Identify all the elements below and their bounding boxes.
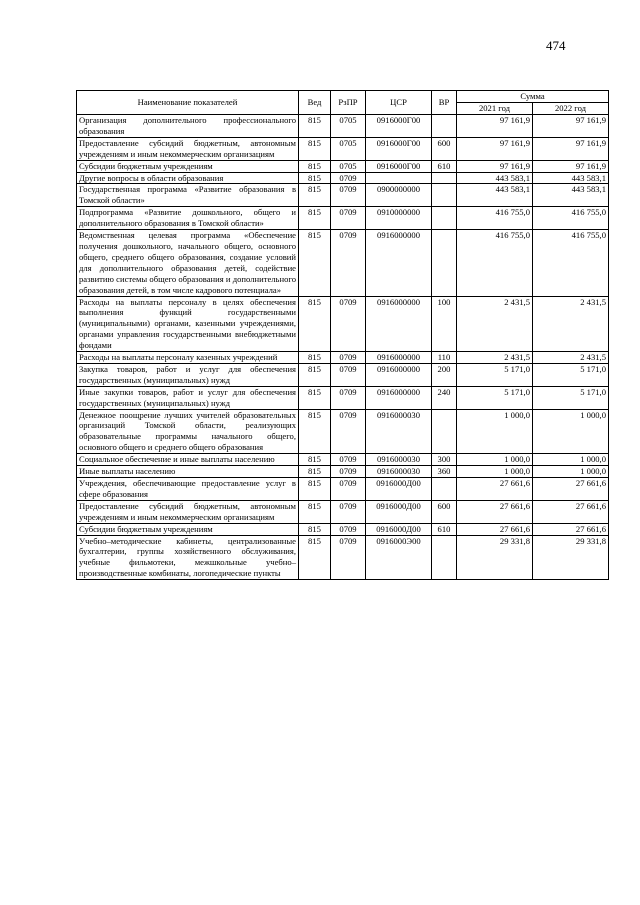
cell-vr: 100 <box>432 296 457 352</box>
cell-vr: 200 <box>432 363 457 386</box>
cell-2021: 2 431,5 <box>457 352 533 364</box>
cell-2022: 1 000,0 <box>533 454 609 466</box>
cell-rzpr: 0705 <box>331 115 366 138</box>
table-row <box>77 535 609 580</box>
cell-csr: 0916000Д00 <box>366 523 432 535</box>
cell-2022: 27 661,6 <box>533 500 609 523</box>
cell-2021: 5 171,0 <box>457 363 533 386</box>
cell-2021: 27 661,6 <box>457 500 533 523</box>
table-row <box>77 184 609 207</box>
cell-name: Ведомственная целевая программа «Обеспечение получения дошкольного, начального общего, основного общего, среднего общего образования, создание условий для дополнительного образования детей, содействие развитию системы общего образования и дополнительного образования детей, в том числе кадрового потенциала» <box>77 230 299 296</box>
header-name: Наименование показателей <box>77 91 299 115</box>
table-row <box>77 172 609 184</box>
cell-name: Организация дополнительного профессионального образования <box>77 115 299 138</box>
cell-name: Другие вопросы в области образования <box>77 172 299 184</box>
cell-2021: 1 000,0 <box>457 466 533 478</box>
cell-2021: 97 161,9 <box>457 160 533 172</box>
cell-2021: 27 661,6 <box>457 478 533 501</box>
table-row <box>77 230 609 296</box>
cell-ved: 815 <box>299 115 331 138</box>
table-row <box>77 137 609 160</box>
header-csr: ЦСР <box>366 91 432 115</box>
cell-csr: 0910000000 <box>366 207 432 230</box>
cell-2021: 416 755,0 <box>457 207 533 230</box>
cell-rzpr: 0709 <box>331 296 366 352</box>
cell-ved: 815 <box>299 478 331 501</box>
cell-name: Предоставление субсидий бюджетным, автономным учреждениям и иным некоммерческим организациям <box>77 137 299 160</box>
cell-csr: 0916000030 <box>366 409 432 454</box>
cell-2021: 443 583,1 <box>457 184 533 207</box>
cell-ved: 815 <box>299 172 331 184</box>
cell-rzpr: 0705 <box>331 137 366 160</box>
cell-name: Учреждения, обеспечивающие предоставление услуг в сфере образования <box>77 478 299 501</box>
cell-ved: 815 <box>299 207 331 230</box>
cell-rzpr: 0709 <box>331 409 366 454</box>
cell-name: Расходы на выплаты персоналу в целях обеспечения выполнения функций государственными (муниципальными) органами, казенными учреждениями, органами управления государственными внебюджетными фондами <box>77 296 299 352</box>
cell-2021: 1 000,0 <box>457 454 533 466</box>
cell-2022: 416 755,0 <box>533 230 609 296</box>
cell-2022: 1 000,0 <box>533 466 609 478</box>
cell-2021: 5 171,0 <box>457 386 533 409</box>
cell-2021: 2 431,5 <box>457 296 533 352</box>
cell-rzpr: 0709 <box>331 184 366 207</box>
cell-ved: 815 <box>299 535 331 580</box>
cell-2021: 416 755,0 <box>457 230 533 296</box>
cell-ved: 815 <box>299 363 331 386</box>
cell-ved: 815 <box>299 500 331 523</box>
cell-2022: 5 171,0 <box>533 363 609 386</box>
cell-vr <box>432 172 457 184</box>
cell-2022: 97 161,9 <box>533 137 609 160</box>
cell-rzpr: 0709 <box>331 478 366 501</box>
cell-name: Денежное поощрение лучших учителей образовательных организаций Томской области, реализующих образовательные программы начального общего, основного общего и среднего общего образования <box>77 409 299 454</box>
cell-csr <box>366 172 432 184</box>
cell-rzpr: 0709 <box>331 207 366 230</box>
table-row <box>77 207 609 230</box>
cell-ved: 815 <box>299 352 331 364</box>
table-row <box>77 409 609 454</box>
cell-vr: 300 <box>432 454 457 466</box>
cell-2021: 443 583,1 <box>457 172 533 184</box>
cell-ved: 815 <box>299 523 331 535</box>
cell-vr <box>432 230 457 296</box>
cell-csr: 0916000Э00 <box>366 535 432 580</box>
cell-name: Подпрограмма «Развитие дошкольного, общего и дополнительного образования в Томской области» <box>77 207 299 230</box>
cell-2022: 27 661,6 <box>533 523 609 535</box>
cell-2022: 97 161,9 <box>533 115 609 138</box>
cell-name: Иные выплаты населению <box>77 466 299 478</box>
cell-csr: 0916000Г00 <box>366 137 432 160</box>
cell-2021: 29 331,8 <box>457 535 533 580</box>
table-row <box>77 115 609 138</box>
cell-rzpr: 0709 <box>331 352 366 364</box>
cell-2022: 2 431,5 <box>533 352 609 364</box>
cell-name: Предоставление субсидий бюджетным, автономным учреждениям и иным некоммерческим организациям <box>77 500 299 523</box>
cell-2022: 443 583,1 <box>533 172 609 184</box>
cell-rzpr: 0709 <box>331 535 366 580</box>
cell-2022: 97 161,9 <box>533 160 609 172</box>
cell-vr: 110 <box>432 352 457 364</box>
cell-csr: 0916000Г00 <box>366 115 432 138</box>
cell-ved: 815 <box>299 386 331 409</box>
table-row <box>77 363 609 386</box>
cell-vr <box>432 184 457 207</box>
cell-ved: 815 <box>299 137 331 160</box>
cell-2022: 416 755,0 <box>533 207 609 230</box>
cell-csr: 0900000000 <box>366 184 432 207</box>
cell-vr: 240 <box>432 386 457 409</box>
table-row <box>77 352 609 364</box>
budget-table <box>76 90 609 580</box>
cell-name: Расходы на выплаты персоналу казенных учреждений <box>77 352 299 364</box>
cell-rzpr: 0709 <box>331 500 366 523</box>
cell-name: Учебно–методические кабинеты, централизованные бухгалтерии, группы хозяйственного обслуживания, учебные фильмотеки, межшкольные учебно–производственные комбинаты, логопедические пункты <box>77 535 299 580</box>
cell-ved: 815 <box>299 296 331 352</box>
cell-2022: 29 331,8 <box>533 535 609 580</box>
cell-2022: 1 000,0 <box>533 409 609 454</box>
cell-vr <box>432 115 457 138</box>
cell-vr <box>432 409 457 454</box>
cell-vr <box>432 478 457 501</box>
cell-ved: 815 <box>299 184 331 207</box>
cell-name: Государственная программа «Развитие образования в Томской области» <box>77 184 299 207</box>
cell-rzpr: 0709 <box>331 454 366 466</box>
cell-csr: 0916000030 <box>366 454 432 466</box>
cell-ved: 815 <box>299 454 331 466</box>
cell-name: Субсидии бюджетным учреждениям <box>77 160 299 172</box>
cell-name: Субсидии бюджетным учреждениям <box>77 523 299 535</box>
cell-2021: 1 000,0 <box>457 409 533 454</box>
table-row <box>77 500 609 523</box>
header-2022: 2022 год <box>533 103 609 115</box>
table-row <box>77 454 609 466</box>
cell-csr: 0916000030 <box>366 466 432 478</box>
cell-csr: 0916000000 <box>366 386 432 409</box>
table-row <box>77 478 609 501</box>
cell-rzpr: 0709 <box>331 363 366 386</box>
cell-csr: 0916000000 <box>366 352 432 364</box>
cell-rzpr: 0709 <box>331 386 366 409</box>
cell-csr: 0916000Г00 <box>366 160 432 172</box>
cell-rzpr: 0709 <box>331 466 366 478</box>
cell-rzpr: 0709 <box>331 172 366 184</box>
table-row <box>77 386 609 409</box>
cell-rzpr: 0709 <box>331 523 366 535</box>
cell-vr: 610 <box>432 523 457 535</box>
cell-ved: 815 <box>299 160 331 172</box>
cell-2022: 27 661,6 <box>533 478 609 501</box>
page-number: 474 <box>546 38 566 53</box>
cell-name: Социальное обеспечение и иные выплаты населению <box>77 454 299 466</box>
header-rzpr: РзПР <box>331 91 366 115</box>
cell-csr: 0916000Д00 <box>366 500 432 523</box>
cell-csr: 0916000000 <box>366 230 432 296</box>
header-2021: 2021 год <box>457 103 533 115</box>
cell-ved: 815 <box>299 230 331 296</box>
table-row <box>77 296 609 352</box>
cell-rzpr: 0705 <box>331 160 366 172</box>
table-row <box>77 523 609 535</box>
cell-vr: 360 <box>432 466 457 478</box>
cell-name: Закупка товаров, работ и услуг для обеспечения государственных (муниципальных) нужд <box>77 363 299 386</box>
cell-csr: 0916000000 <box>366 363 432 386</box>
cell-ved: 815 <box>299 409 331 454</box>
cell-2022: 443 583,1 <box>533 184 609 207</box>
cell-2022: 2 431,5 <box>533 296 609 352</box>
cell-vr: 600 <box>432 500 457 523</box>
header-vr: ВР <box>432 91 457 115</box>
cell-vr <box>432 535 457 580</box>
cell-2021: 97 161,9 <box>457 115 533 138</box>
header-sum: Сумма <box>457 91 609 103</box>
table-body <box>77 115 609 580</box>
cell-csr: 0916000000 <box>366 296 432 352</box>
cell-rzpr: 0709 <box>331 230 366 296</box>
cell-vr: 600 <box>432 137 457 160</box>
cell-2021: 27 661,6 <box>457 523 533 535</box>
cell-2021: 97 161,9 <box>457 137 533 160</box>
table-row <box>77 160 609 172</box>
cell-csr: 0916000Д00 <box>366 478 432 501</box>
cell-vr <box>432 207 457 230</box>
cell-2022: 5 171,0 <box>533 386 609 409</box>
cell-vr: 610 <box>432 160 457 172</box>
cell-ved: 815 <box>299 466 331 478</box>
table-row <box>77 466 609 478</box>
table-header <box>77 91 609 115</box>
cell-name: Иные закупки товаров, работ и услуг для обеспечения государственных (муниципальных) нужд <box>77 386 299 409</box>
header-ved: Вед <box>299 91 331 115</box>
